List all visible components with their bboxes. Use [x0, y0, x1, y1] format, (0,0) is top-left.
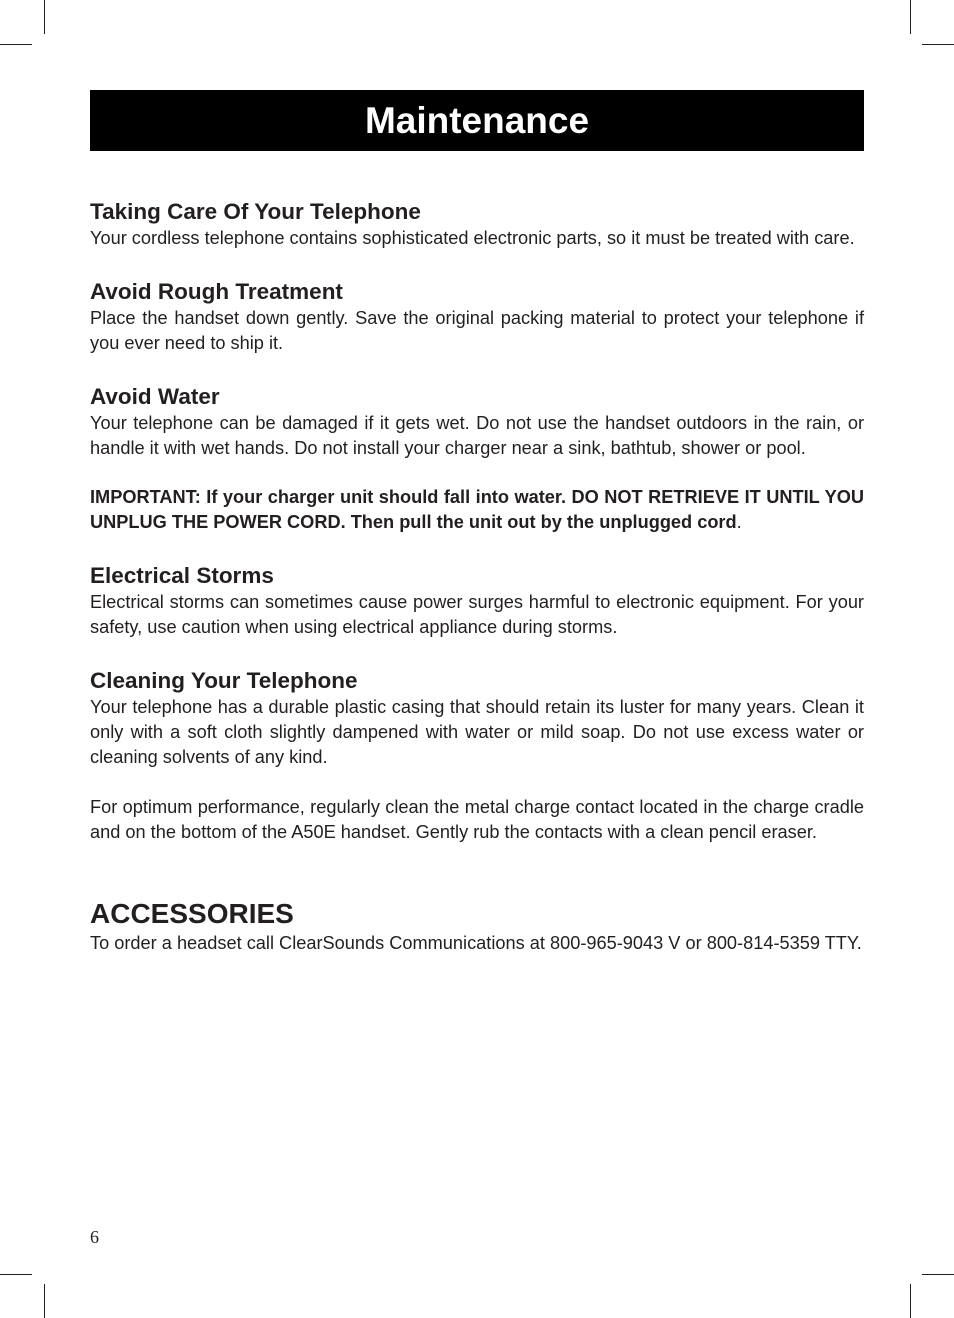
section-accessories [90, 897, 864, 956]
section-body: Your telephone can be damaged if it gets wet. Do not use the handset outdoors in the rain, or handle it with wet hands. Do not install your charger near a sink, bathtub, shower or pool. [90, 413, 864, 458]
section-avoid-rough-treatment [90, 278, 864, 356]
crop-mark-bottom-left-horizontal [0, 1274, 32, 1275]
section-heading: Avoid Rough Treatment [90, 279, 343, 304]
section-cleaning [90, 667, 864, 845]
section-body: To order a headset call ClearSounds Communications at 800-965-9043 V or 800-814-5359 TTY. [90, 933, 862, 953]
crop-mark-bottom-right-horizontal [922, 1274, 954, 1275]
section-heading: ACCESSORIES [90, 898, 294, 929]
crop-mark-top-left-horizontal [0, 44, 32, 45]
section-heading: Electrical Storms [90, 563, 274, 588]
section-body: Your cordless telephone contains sophisticated electronic parts, so it must be treated with care. [90, 228, 855, 248]
section-body: Electrical storms can sometimes cause power surges harmful to electronic equipment. For your safety, use caution when using electrical appliance during storms. [90, 592, 864, 637]
document-body [90, 198, 864, 956]
important-warning [90, 485, 864, 535]
title-banner [90, 90, 864, 151]
important-warning-tail: . [736, 512, 742, 532]
crop-mark-bottom-right-vertical [910, 1284, 911, 1318]
section-avoid-water [90, 383, 864, 461]
crop-mark-top-right-horizontal [922, 44, 954, 45]
page-number: 6 [90, 1227, 99, 1247]
crop-mark-bottom-left-vertical [44, 1284, 45, 1318]
section-heading: Taking Care Of Your Telephone [90, 199, 421, 224]
section-body: Your telephone has a durable plastic casing that should retain its luster for many years. Clean it only with a soft cloth slightly dampened with water or mild soap. Do not use excess water or cleaning solvents of any kind. [90, 697, 864, 767]
section-heading: Cleaning Your Telephone [90, 668, 358, 693]
crop-mark-top-right-vertical [910, 0, 911, 34]
page-title: Maintenance [364, 99, 590, 141]
important-warning-text: IMPORTANT: If your charger unit should fall into water. DO NOT RETRIEVE IT UNTIL YOU UNPLUG THE POWER CORD. Then pull the unit out by the unplugged cord [90, 487, 864, 532]
section-electrical-storms [90, 562, 864, 640]
section-heading: Avoid Water [90, 384, 220, 409]
section-taking-care [90, 198, 864, 251]
section-body-2: For optimum performance, regularly clean the metal charge contact located in the charge cradle and on the bottom of the A50E handset. Gently rub the contacts with a clean pencil eraser. [90, 797, 864, 842]
section-body: Place the handset down gently. Save the original packing material to protect your telephone if you ever need to ship it. [90, 308, 864, 353]
crop-mark-top-left-vertical [44, 0, 45, 34]
